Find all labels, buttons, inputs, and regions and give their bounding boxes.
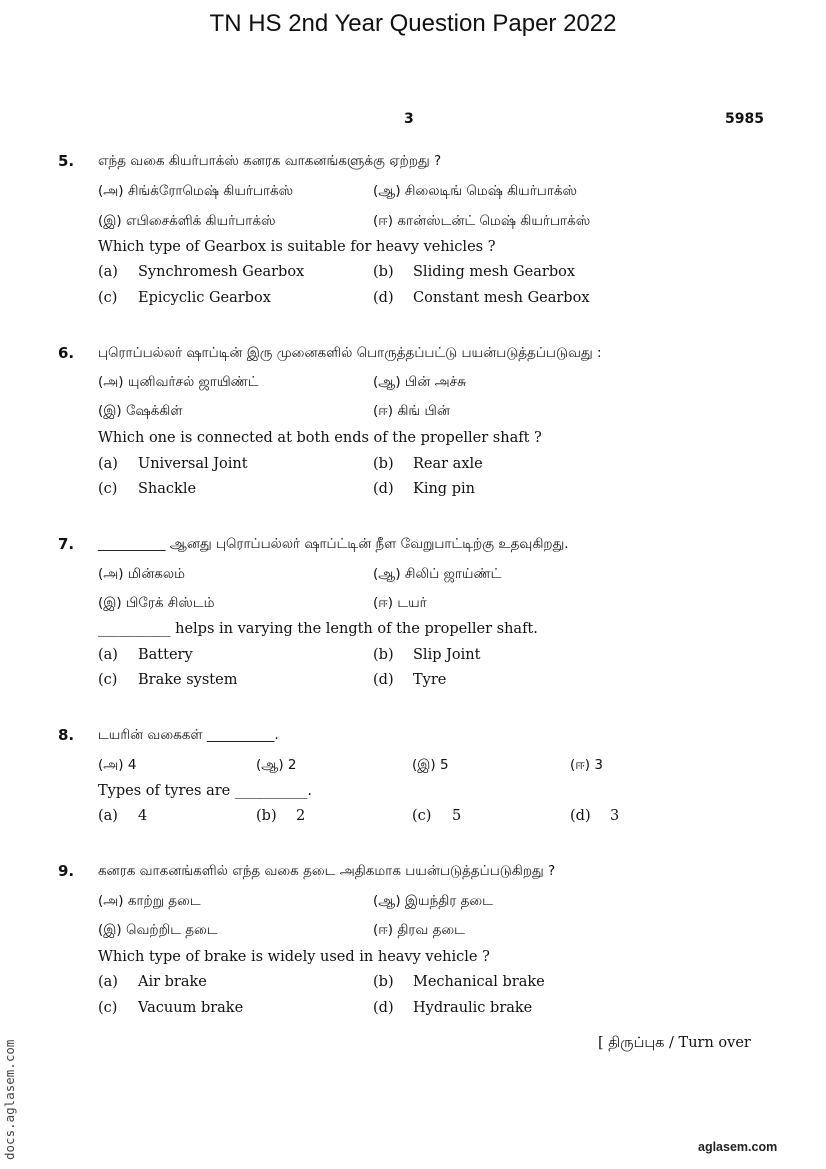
question-number: 9. <box>58 862 75 880</box>
tamil-option: (ஆ) பின் அச்சு <box>373 374 466 390</box>
tamil-option: (அ) சிங்க்ரோமெஷ் கியர்பாக்ஸ் <box>98 183 294 199</box>
tamil-option: (இ) வெற்றிட தடை <box>98 922 218 938</box>
english-option: (b) Mechanical brake <box>373 974 545 990</box>
english-option: (c) Epicyclic Gearbox <box>98 290 271 306</box>
tamil-option: (ஈ) டயர் <box>373 595 427 611</box>
english-option: (a) Air brake <box>98 974 207 990</box>
tamil-option: (இ) 5 <box>412 757 449 773</box>
turn-over-note: [ திருப்புக / Turn over <box>598 1035 751 1051</box>
english-option: (b) Sliding mesh Gearbox <box>373 264 576 280</box>
tamil-option: (அ) யுனிவர்சல் ஜாயிண்ட் <box>98 374 259 390</box>
tamil-option: (இ) எபிசைக்ளிக் கியர்பாக்ஸ் <box>98 213 276 229</box>
side-watermark: docs.aglasem.com <box>2 1039 17 1160</box>
tamil-question-text: புரொப்பல்லர் ஷாப்டின் இரு முனைகளில் பொருத்தப்பட்டு பயன்படுத்தப்படுவது : <box>98 345 602 361</box>
english-question-text: Which type of brake is widely used in heavy vehicle ? <box>98 949 490 965</box>
tamil-option: (அ) காற்று தடை <box>98 893 201 909</box>
tamil-question-text: டயரின் வகைகள் __________. <box>98 727 279 743</box>
tamil-question-text: __________ ஆனது புரொப்பல்லர் ஷாப்ட்டின் நீள வேறுபாட்டிற்கு உதவுகிறது. <box>98 536 569 552</box>
english-option: (a) Battery <box>98 647 193 663</box>
page-number: 3 <box>404 111 414 127</box>
english-option: (a) 4 <box>98 808 148 824</box>
question-number: 8. <box>58 726 75 744</box>
english-option: (d) King pin <box>373 481 475 497</box>
english-option: (d) Hydraulic brake <box>373 1000 533 1016</box>
english-question-text: Types of tyres are __________. <box>98 783 312 799</box>
paper-code: 5985 <box>725 111 764 127</box>
question-number: 5. <box>58 152 75 170</box>
english-question-text: __________ helps in varying the length of the propeller shaft. <box>98 621 538 637</box>
question-number: 6. <box>58 344 75 362</box>
english-option: (b) 2 <box>256 808 306 824</box>
page-title: TN HS 2nd Year Question Paper 2022 <box>209 10 617 37</box>
tamil-option: (இ) பிரேக் சிஸ்டம் <box>98 595 215 611</box>
tamil-option: (ஆ) சிலைடிங் மெஷ் கியர்பாக்ஸ் <box>373 183 578 199</box>
english-option: (c) Brake system <box>98 672 238 688</box>
tamil-question-text: எந்த வகை கியர்பாக்ஸ் கனரக வாகனங்களுக்கு ஏற்றது ? <box>98 153 442 169</box>
tamil-option: (ஆ) 2 <box>256 757 297 773</box>
english-option: (c) Shackle <box>98 481 197 497</box>
english-option: (d) Constant mesh Gearbox <box>373 290 590 306</box>
english-option: (a) Synchromesh Gearbox <box>98 264 305 280</box>
tamil-question-text: கனரக வாகனங்களில் எந்த வகை தடை அதிகமாக பயன்படுத்தப்படுகிறது ? <box>98 863 556 879</box>
english-question-text: Which type of Gearbox is suitable for heavy vehicles ? <box>98 239 496 255</box>
tamil-option: (ஆ) இயந்திர தடை <box>373 893 493 909</box>
english-option: (a) Universal Joint <box>98 456 248 472</box>
english-option: (c) 5 <box>412 808 462 824</box>
english-option: (d) 3 <box>570 808 620 824</box>
tamil-option: (ஈ) 3 <box>570 757 603 773</box>
english-question-text: Which one is connected at both ends of the propeller shaft ? <box>98 430 542 446</box>
english-option: (c) Vacuum brake <box>98 1000 244 1016</box>
tamil-option: (அ) 4 <box>98 757 137 773</box>
tamil-option: (அ) மின்கலம் <box>98 566 185 582</box>
tamil-option: (ஈ) கிங் பின் <box>373 403 450 419</box>
bottom-watermark: aglasem.com <box>698 1140 778 1154</box>
tamil-option: (இ) ஷேக்கிள் <box>98 403 183 419</box>
english-option: (b) Slip Joint <box>373 647 481 663</box>
tamil-option: (ஈ) திரவ தடை <box>373 922 465 938</box>
question-number: 7. <box>58 535 75 553</box>
tamil-option: (ஈ) கான்ஸ்டன்ட் மெஷ் கியர்பாக்ஸ் <box>373 213 591 229</box>
english-option: (d) Tyre <box>373 672 447 688</box>
english-option: (b) Rear axle <box>373 456 483 472</box>
tamil-option: (ஆ) சிலிப் ஜாய்ண்ட் <box>373 566 502 582</box>
